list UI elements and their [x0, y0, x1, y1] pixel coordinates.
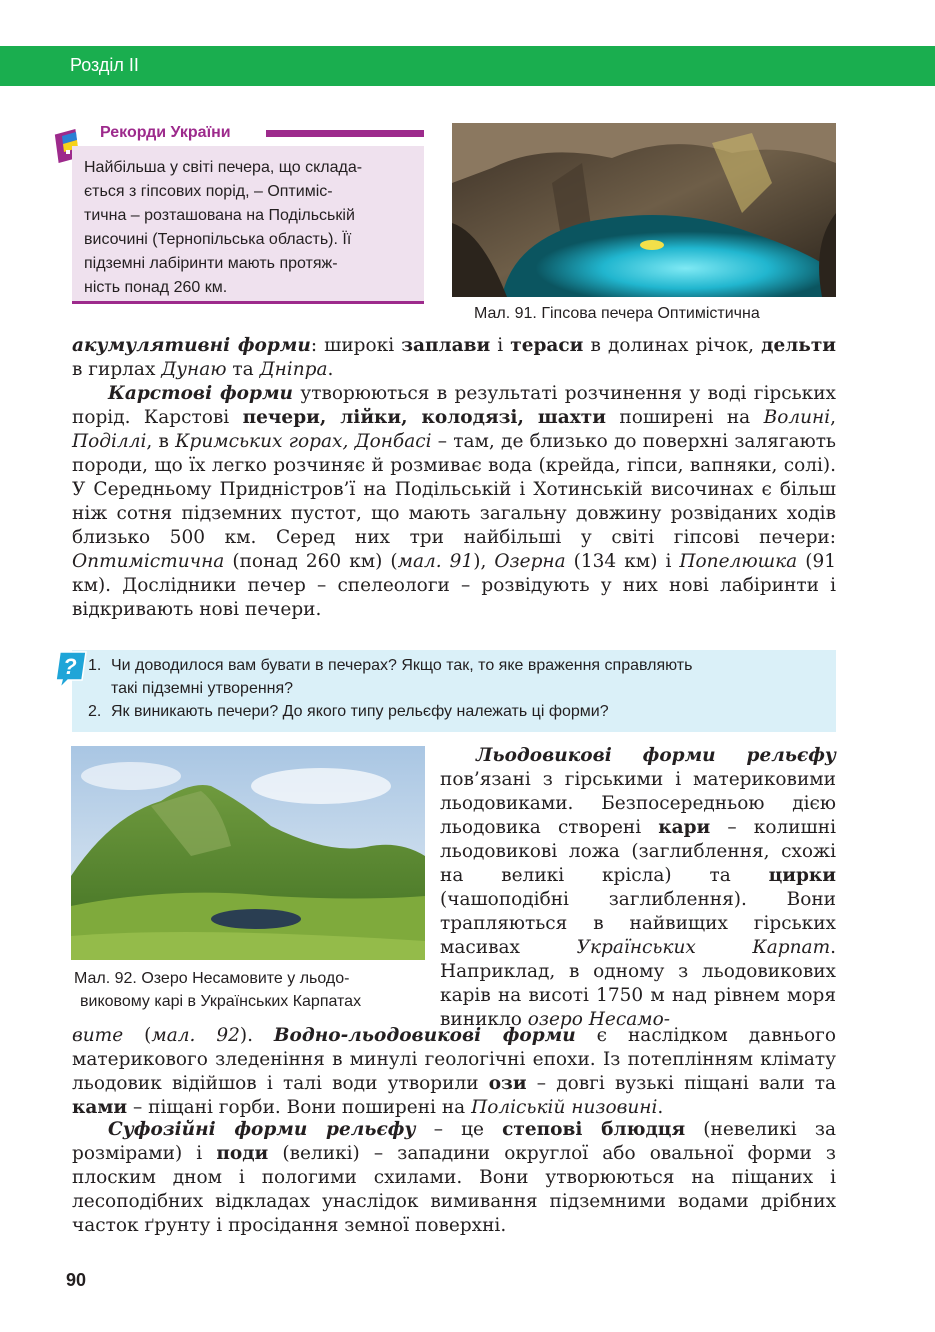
text: утворюються в результаті розчинення у воді гірських порід. Карстові	[72, 383, 836, 428]
term: степові блюдця	[502, 1119, 686, 1140]
page-number: 90	[66, 1270, 87, 1290]
text: (	[123, 1025, 152, 1046]
lake-photo	[71, 746, 425, 960]
text: : широкі	[310, 335, 402, 356]
place: Волині	[763, 407, 831, 428]
text: є наслідком давнього материкового зледеніння в минулі геологічні епохи. Із потеплінням клімату льодовик відійшов і талі води утворили	[72, 1025, 836, 1094]
text: поширені на	[605, 407, 764, 428]
text: – це	[415, 1119, 503, 1140]
term: акумулятивні форми	[72, 335, 311, 356]
term: печери, лійки, колодязі, шахти	[242, 407, 606, 428]
paragraph-water-glacial	[72, 1024, 836, 1120]
text: – колишні льодовикові ложа (заглиблення, схожі на великі крісла) та	[440, 817, 836, 886]
text: (понад 260 км) (	[224, 551, 398, 572]
records-box	[72, 146, 424, 304]
text: .	[657, 1097, 664, 1118]
section-title: Розділ II	[70, 55, 139, 75]
figure-ref: мал. 91	[397, 551, 474, 572]
lake-name: озеро Несамо-	[527, 1009, 670, 1030]
question-icon	[54, 648, 90, 690]
term: заплави	[401, 335, 491, 356]
svg-text:?: ?	[63, 654, 77, 679]
fig92-caption-line: виковому карі в Українських Карпатах	[80, 993, 362, 1010]
term: цирки	[768, 865, 836, 886]
term: поди	[216, 1143, 269, 1164]
text: – довгі вузькі піщані вали та	[526, 1073, 836, 1094]
text: – піщані горби. Вони поширені на	[127, 1097, 472, 1118]
place: Дунаю	[161, 359, 227, 380]
records-heading-rule	[266, 130, 424, 137]
text: (134 км) і	[565, 551, 680, 572]
text: пов’язані з гірськими і материковими льодовиками. Безпосередньою дією льодовика створені	[440, 769, 836, 838]
lake-name: вите	[72, 1025, 124, 1046]
fig91-caption: Мал. 91. Гіпсова печера Оптимістична	[474, 305, 760, 322]
section-header-bar	[0, 46, 935, 86]
cave-name: Попелюшка	[679, 551, 798, 572]
paragraph-suffosion	[72, 1118, 836, 1238]
cave-name: Оптимістична	[72, 551, 225, 572]
text: та	[226, 359, 260, 380]
text: ,	[830, 407, 837, 428]
records-line: Найбільша у світі печера, що склада-	[84, 159, 363, 176]
place: Поділлі	[72, 431, 147, 452]
term: Суфозійні форми рельєфу	[108, 1119, 416, 1140]
question-1-line: Чи доводилося вам бувати в печерах? Якщо так, то яке враження справляють	[111, 657, 693, 674]
text: (невеликі за розмірами) і	[72, 1119, 836, 1164]
paragraph-glacial	[440, 744, 836, 1032]
text: (91 км). Дослідники печер – спелеологи – розвідують у них нові лабіринти і відкривають нові печери.	[72, 551, 837, 620]
term: Карстові форми	[108, 383, 293, 404]
text: (великі) – западини округлої або овальної форми з плоским дном і пологими схилами. Вони утворюються на піщаних і лесоподібних відкладах унаслідок вимивання підземними водами дрібних часток ґрунту і просідання земної поверхні.	[72, 1143, 836, 1236]
records-heading: Рекорди України	[100, 124, 231, 141]
place: Дніпра	[259, 359, 328, 380]
text: . Наприклад, в одному з льодовикових карів на висоті 1750 м над рівнем моря виникло	[440, 937, 837, 1030]
text: .	[327, 359, 334, 380]
term: ози	[488, 1073, 527, 1094]
question-1-number: 1.	[88, 657, 102, 674]
records-line: ється з гіпсових порід, – Оптиміс-	[84, 183, 333, 200]
term: дельти	[761, 335, 837, 356]
text: і	[490, 335, 511, 356]
fig92-caption-line: Мал. 92. Озеро Несамовите у льодо-	[74, 970, 350, 987]
figure-ref: мал. 92	[151, 1025, 240, 1046]
records-line: ність понад 260 км.	[84, 279, 228, 296]
paragraph-karst	[72, 382, 836, 622]
text: – там, де близько до поверхні залягають породи, що їх легко розчиняє й розмиває вода (крейда, гіпси, вапняки, солі). У Середньому Придністров’ї на Подільській і Хотинській височинах є більш ніж сотня підземних пустот, що мають загальну довжину розвіданих ходів близько 500 км. Серед них три найбільші у світі гіпсові печери:	[72, 431, 837, 548]
records-line: тична – розташована на Подільській	[84, 207, 355, 224]
question-1-line: такі підземні утворення?	[111, 680, 294, 697]
term: тераси	[510, 335, 584, 356]
paragraph-accumulative	[72, 334, 836, 382]
term: Льодовикові форми рельєфу	[476, 745, 836, 766]
text: ),	[473, 551, 495, 572]
records-line: підземні лабіринти мають протяж-	[84, 255, 338, 272]
term: Водно-льодовикові форми	[273, 1025, 576, 1046]
place: Українських Карпат	[576, 937, 831, 958]
cave-photo	[452, 123, 836, 297]
text: (чашоподібні заглиблення). Вони трапляються в найвищих гірських масивах	[440, 889, 836, 958]
question-2-number: 2.	[88, 703, 102, 720]
place: Поліській низовині	[471, 1097, 658, 1118]
text: в гирлах	[72, 359, 162, 380]
cave-name: Озерна	[494, 551, 566, 572]
text: ).	[239, 1025, 274, 1046]
records-line: височині (Тернопільська область). Її	[84, 231, 352, 248]
term: ками	[72, 1097, 128, 1118]
term: кари	[658, 817, 711, 838]
records-text	[84, 156, 412, 300]
text: , в	[146, 431, 176, 452]
text: в долинах річок,	[583, 335, 762, 356]
question-2-line: Як виникають печери? До якого типу рельєфу належать ці форми?	[111, 703, 609, 720]
place: Кримських горах, Донбасі	[175, 431, 432, 452]
